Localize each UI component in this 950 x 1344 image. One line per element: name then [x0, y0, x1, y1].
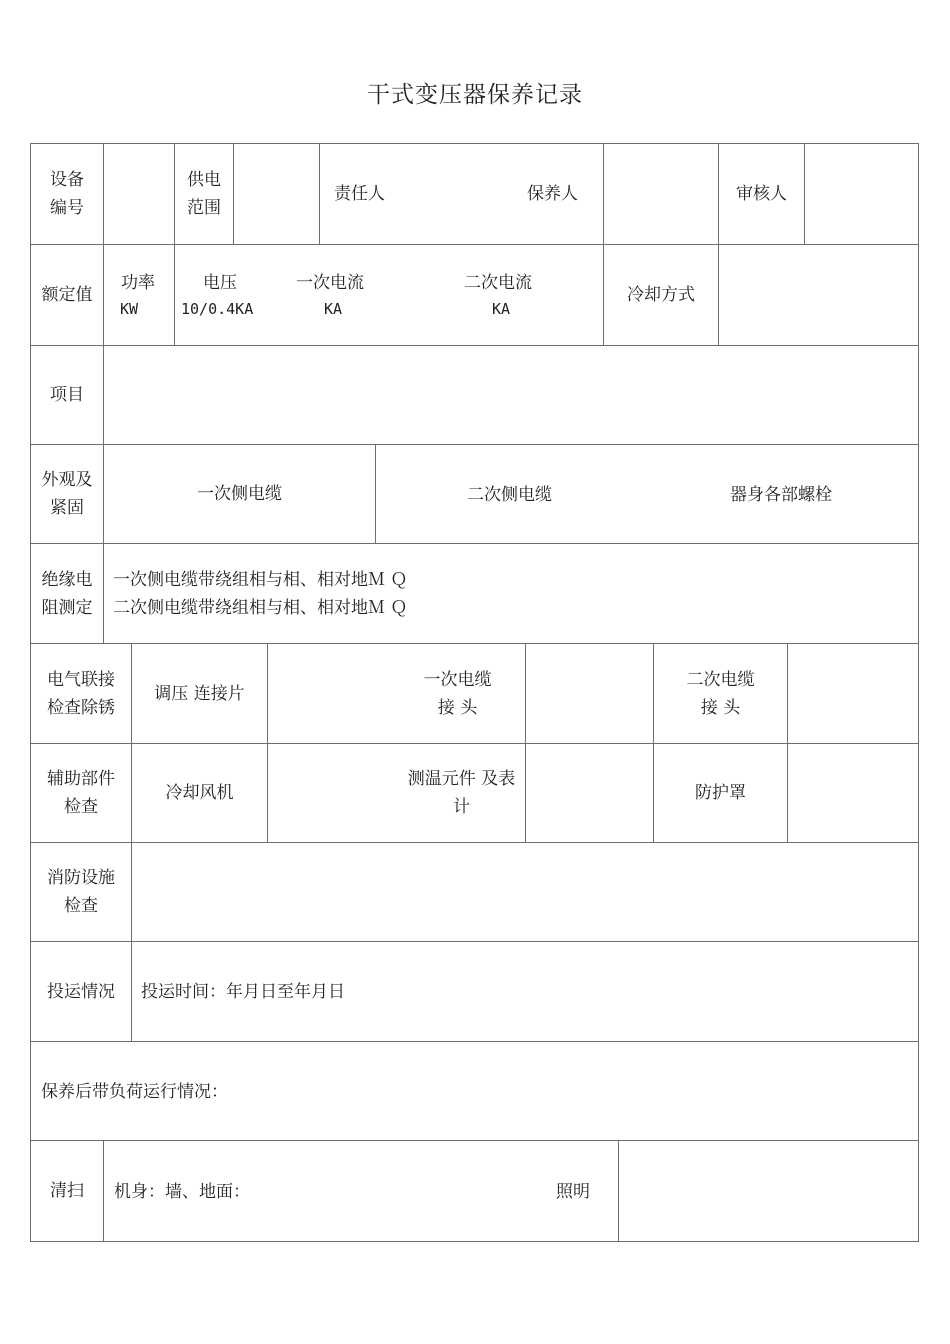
voltage-value: 10/0.4KA — [181, 300, 254, 318]
row-load-status — [30, 1042, 919, 1141]
power-cell — [104, 245, 175, 345]
supply-range-label — [175, 144, 234, 244]
page-title: 干式变压器保养记录 — [367, 82, 583, 108]
row-cleaning — [30, 1141, 919, 1242]
auxiliary-label-line2: 检查 — [64, 797, 98, 817]
voltage-label: 电压 — [203, 273, 237, 293]
cleaning-content — [104, 1141, 619, 1241]
primary-joint-label — [268, 644, 526, 743]
insulation-label-line1: 绝缘电 — [41, 569, 93, 590]
row-appearance — [30, 445, 919, 544]
row-item — [30, 346, 919, 445]
secondary-joint-label — [654, 644, 788, 743]
commissioning-content — [132, 942, 920, 1041]
insulation-label — [31, 544, 104, 643]
fire-label-line1: 消防设施 — [47, 868, 115, 888]
secondary-joint-line2: 接 头 — [700, 697, 741, 718]
row-fire — [30, 843, 919, 942]
rated-label: 额定值 — [31, 245, 104, 345]
maintainer-label: 保养人 — [527, 184, 578, 204]
load-status-text: 保养后带负荷运行情况： — [41, 1082, 228, 1102]
auxiliary-label — [31, 744, 132, 842]
lighting-label: 照明 — [556, 1182, 590, 1202]
primary-cable-cell: 一次侧电缆 — [104, 445, 376, 543]
tap-changer-text: 调压 连接片 — [154, 684, 245, 704]
reviewer-label: 审核人 — [719, 144, 805, 244]
lighting-value[interactable] — [619, 1141, 920, 1241]
responsible-maintainer-cell — [320, 144, 604, 244]
item-label: 项目 — [31, 346, 104, 444]
row-electrical — [30, 644, 919, 744]
electrical-label — [31, 644, 132, 743]
insulation-content — [104, 544, 920, 643]
appearance-label-line1: 外观及 — [41, 470, 93, 490]
auxiliary-label-line1: 辅助部件 — [47, 769, 115, 789]
device-no-label — [31, 144, 104, 244]
fire-label — [31, 843, 132, 941]
item-value[interactable] — [104, 346, 920, 444]
primary-joint-value[interactable] — [526, 644, 654, 743]
electrical-label-line1: 电气联接 — [47, 669, 115, 690]
appearance-label-line2: 紧固 — [50, 498, 84, 518]
supply-label-line2: 范围 — [187, 198, 221, 218]
secondary-current-label: 二次电流 — [464, 273, 532, 293]
reviewer-value[interactable] — [805, 144, 920, 244]
device-label-line2: 编号 — [50, 198, 84, 218]
temperature-line1: 测温元件 及表 — [407, 769, 516, 789]
device-no-value[interactable] — [104, 144, 175, 244]
tap-changer-label — [132, 644, 268, 743]
appearance-label — [31, 445, 104, 543]
row-auxiliary — [30, 744, 919, 843]
guard-label: 防护罩 — [654, 744, 788, 842]
cleaning-body-label: 机身：墙、地面： — [114, 1182, 250, 1202]
bolts-label: 器身各部螺栓 — [730, 485, 832, 505]
responsible-label: 责任人 — [334, 184, 385, 204]
row-insulation — [30, 544, 919, 644]
cooling-fan-label: 冷却风机 — [132, 744, 268, 842]
secondary-current-unit: KA — [492, 300, 511, 318]
secondary-cable-label: 二次侧电缆 — [467, 485, 552, 505]
primary-current-unit: KA — [324, 300, 343, 318]
insulation-line-1: 一次侧电缆带绕组相与相、相对地Ｍ Ｑ — [113, 570, 408, 590]
power-label: 功率 — [121, 273, 155, 293]
cleaning-label: 清扫 — [31, 1141, 104, 1241]
row-commissioning — [30, 942, 919, 1042]
maintainer-value[interactable] — [604, 144, 719, 244]
insulation-line-2: 二次侧电缆带绕组相与相、相对地Ｍ Ｑ — [113, 598, 408, 618]
supply-label-line1: 供电 — [187, 170, 221, 190]
temperature-sensor-label — [268, 744, 526, 842]
cooling-label: 冷却方式 — [604, 245, 719, 345]
power-unit: KW — [120, 300, 139, 318]
temperature-line2: 计 — [453, 797, 470, 817]
fire-value[interactable] — [132, 843, 920, 941]
commissioning-time: 投运时间：年月日至年月日 — [141, 982, 345, 1002]
supply-range-value[interactable] — [234, 144, 320, 244]
secondary-joint-line1: 二次电缆 — [686, 669, 755, 690]
fire-label-line2: 检查 — [64, 896, 98, 916]
device-label-line1: 设备 — [50, 170, 84, 190]
electrical-label-line2: 检查除锈 — [47, 697, 115, 718]
row-rated — [30, 245, 919, 346]
primary-current-label: 一次电流 — [296, 273, 364, 293]
primary-joint-line2: 接 头 — [437, 697, 478, 718]
primary-joint-line1: 一次电缆 — [423, 669, 492, 690]
secondary-cable-bolts-cell — [376, 445, 920, 543]
secondary-joint-value[interactable] — [788, 644, 920, 743]
cooling-value[interactable] — [719, 245, 920, 345]
commissioning-label: 投运情况 — [31, 942, 132, 1041]
row-device — [30, 143, 919, 245]
temperature-sensor-value[interactable] — [526, 744, 654, 842]
insulation-label-line2: 阻测定 — [41, 597, 93, 618]
voltage-current-cell — [175, 245, 604, 345]
guard-value[interactable] — [788, 744, 920, 842]
